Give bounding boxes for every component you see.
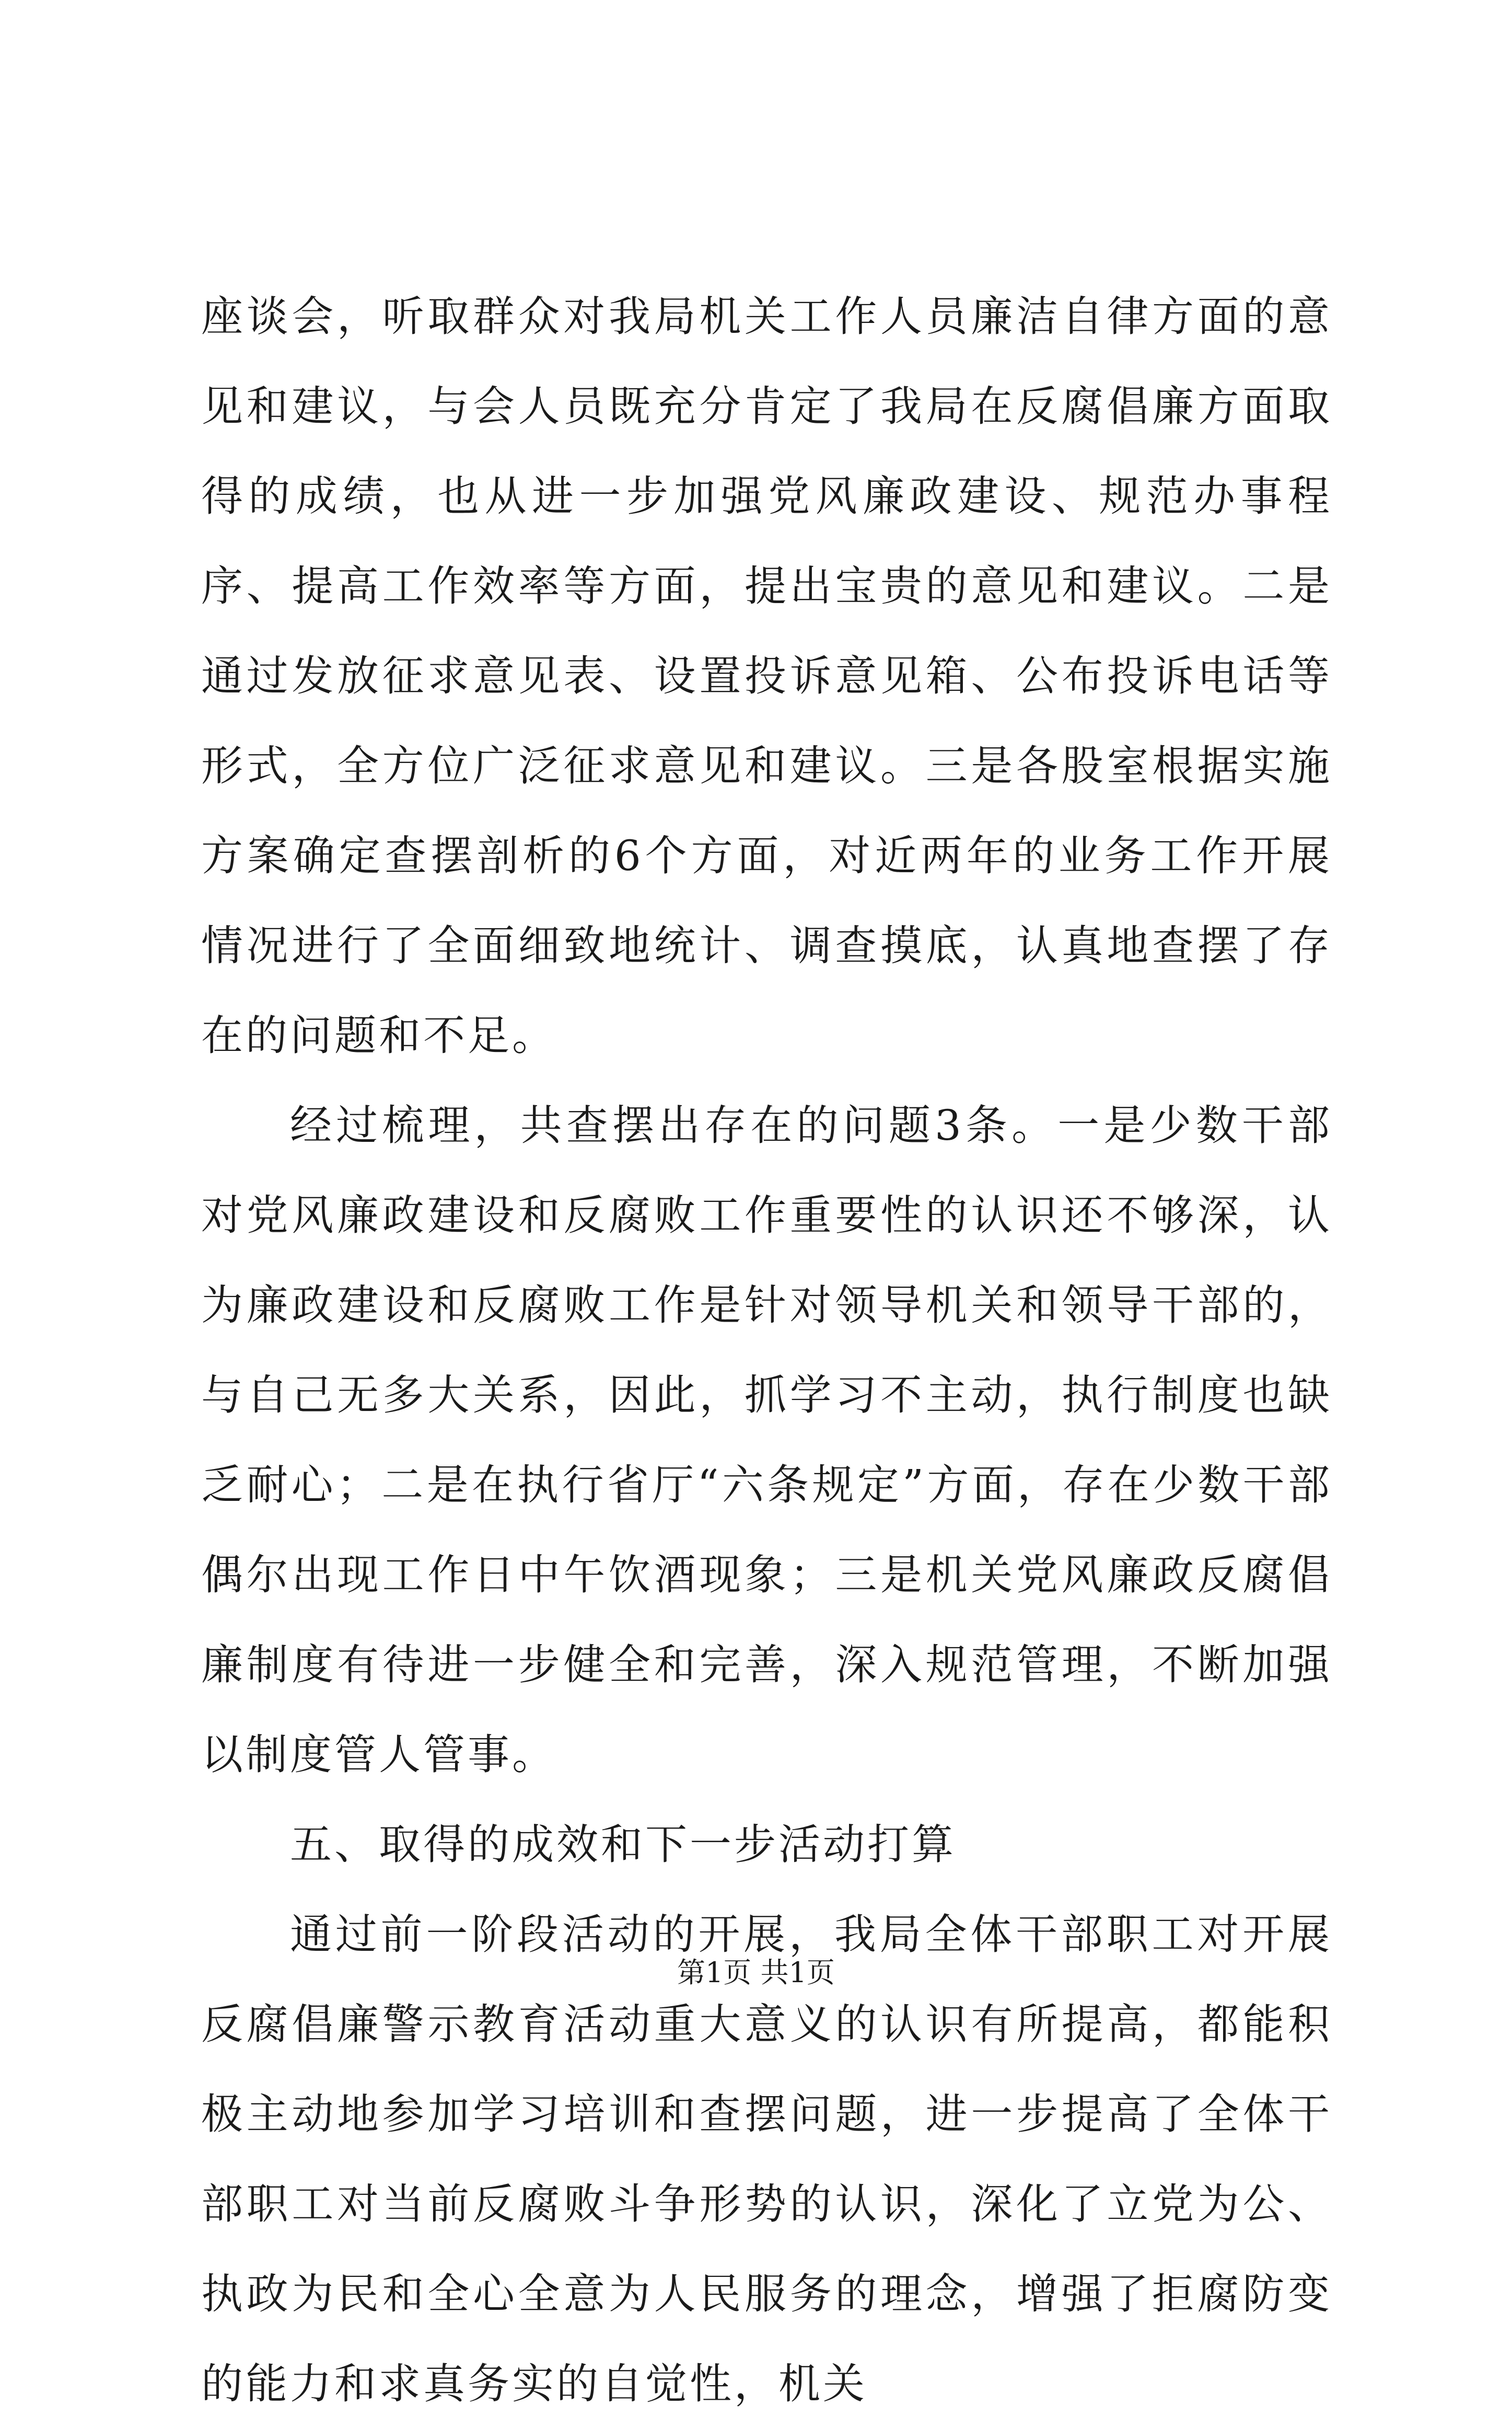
document-body	[201, 272, 1332, 2429]
paragraph-problems: 经过梳理，共查摆出存在的问题3条。一是少数干部对党风廉政建设和反腐败工作重要性的认识还不够深，认为廉政建设和反腐败工作是针对领导机关和领导干部的，与自己无多大关系，因此，抓学习不主动，执行制度也缺乏耐心；二是在执行省厅“六条规定”方面，存在少数干部偶尔出现工作日中午饮酒现象；三是机关党风廉政反腐倡廉制度有待进一步健全和完善，深入规范管理，不断加强以制度管人管事。	[201, 1101, 1332, 1779]
section-heading: 五、取得的成效和下一步活动打算	[290, 1820, 956, 1869]
paragraph-continuation: 座谈会，听取群众对我局机关工作人员廉洁自律方面的意见和建议，与会人员既充分肯定了我局在反腐倡廉方面取得的成绩，也从进一步加强党风廉政建设、规范办事程序、提高工作效率等方面，提出宝贵的意见和建议。二是通过发放征求意见表、设置投诉意见箱、公布投诉电话等形式，全方位广泛征求意见和建议。三是各股室根据实施方案确定查摆剖析的6个方面，对近两年的业务工作开展情况进行了全面细致地统计、调查摸底，认真地查摆了存在的问题和不足。	[201, 292, 1332, 1060]
page-number-footer: 第1页 共1页	[677, 1956, 835, 1989]
paragraph-results: 通过前一阶段活动的开展，我局全体干部职工对开展反腐倡廉警示教育活动重大意义的认识有所提高，都能积极主动地参加学习培训和查摆问题，进一步提高了全体干部职工对当前反腐败斗争形势的认识，深化了立党为公、执政为民和全心全意为人民服务的理念，增强了拒腐防变的能力和求真务实的自觉性，机关	[201, 1910, 1332, 2408]
